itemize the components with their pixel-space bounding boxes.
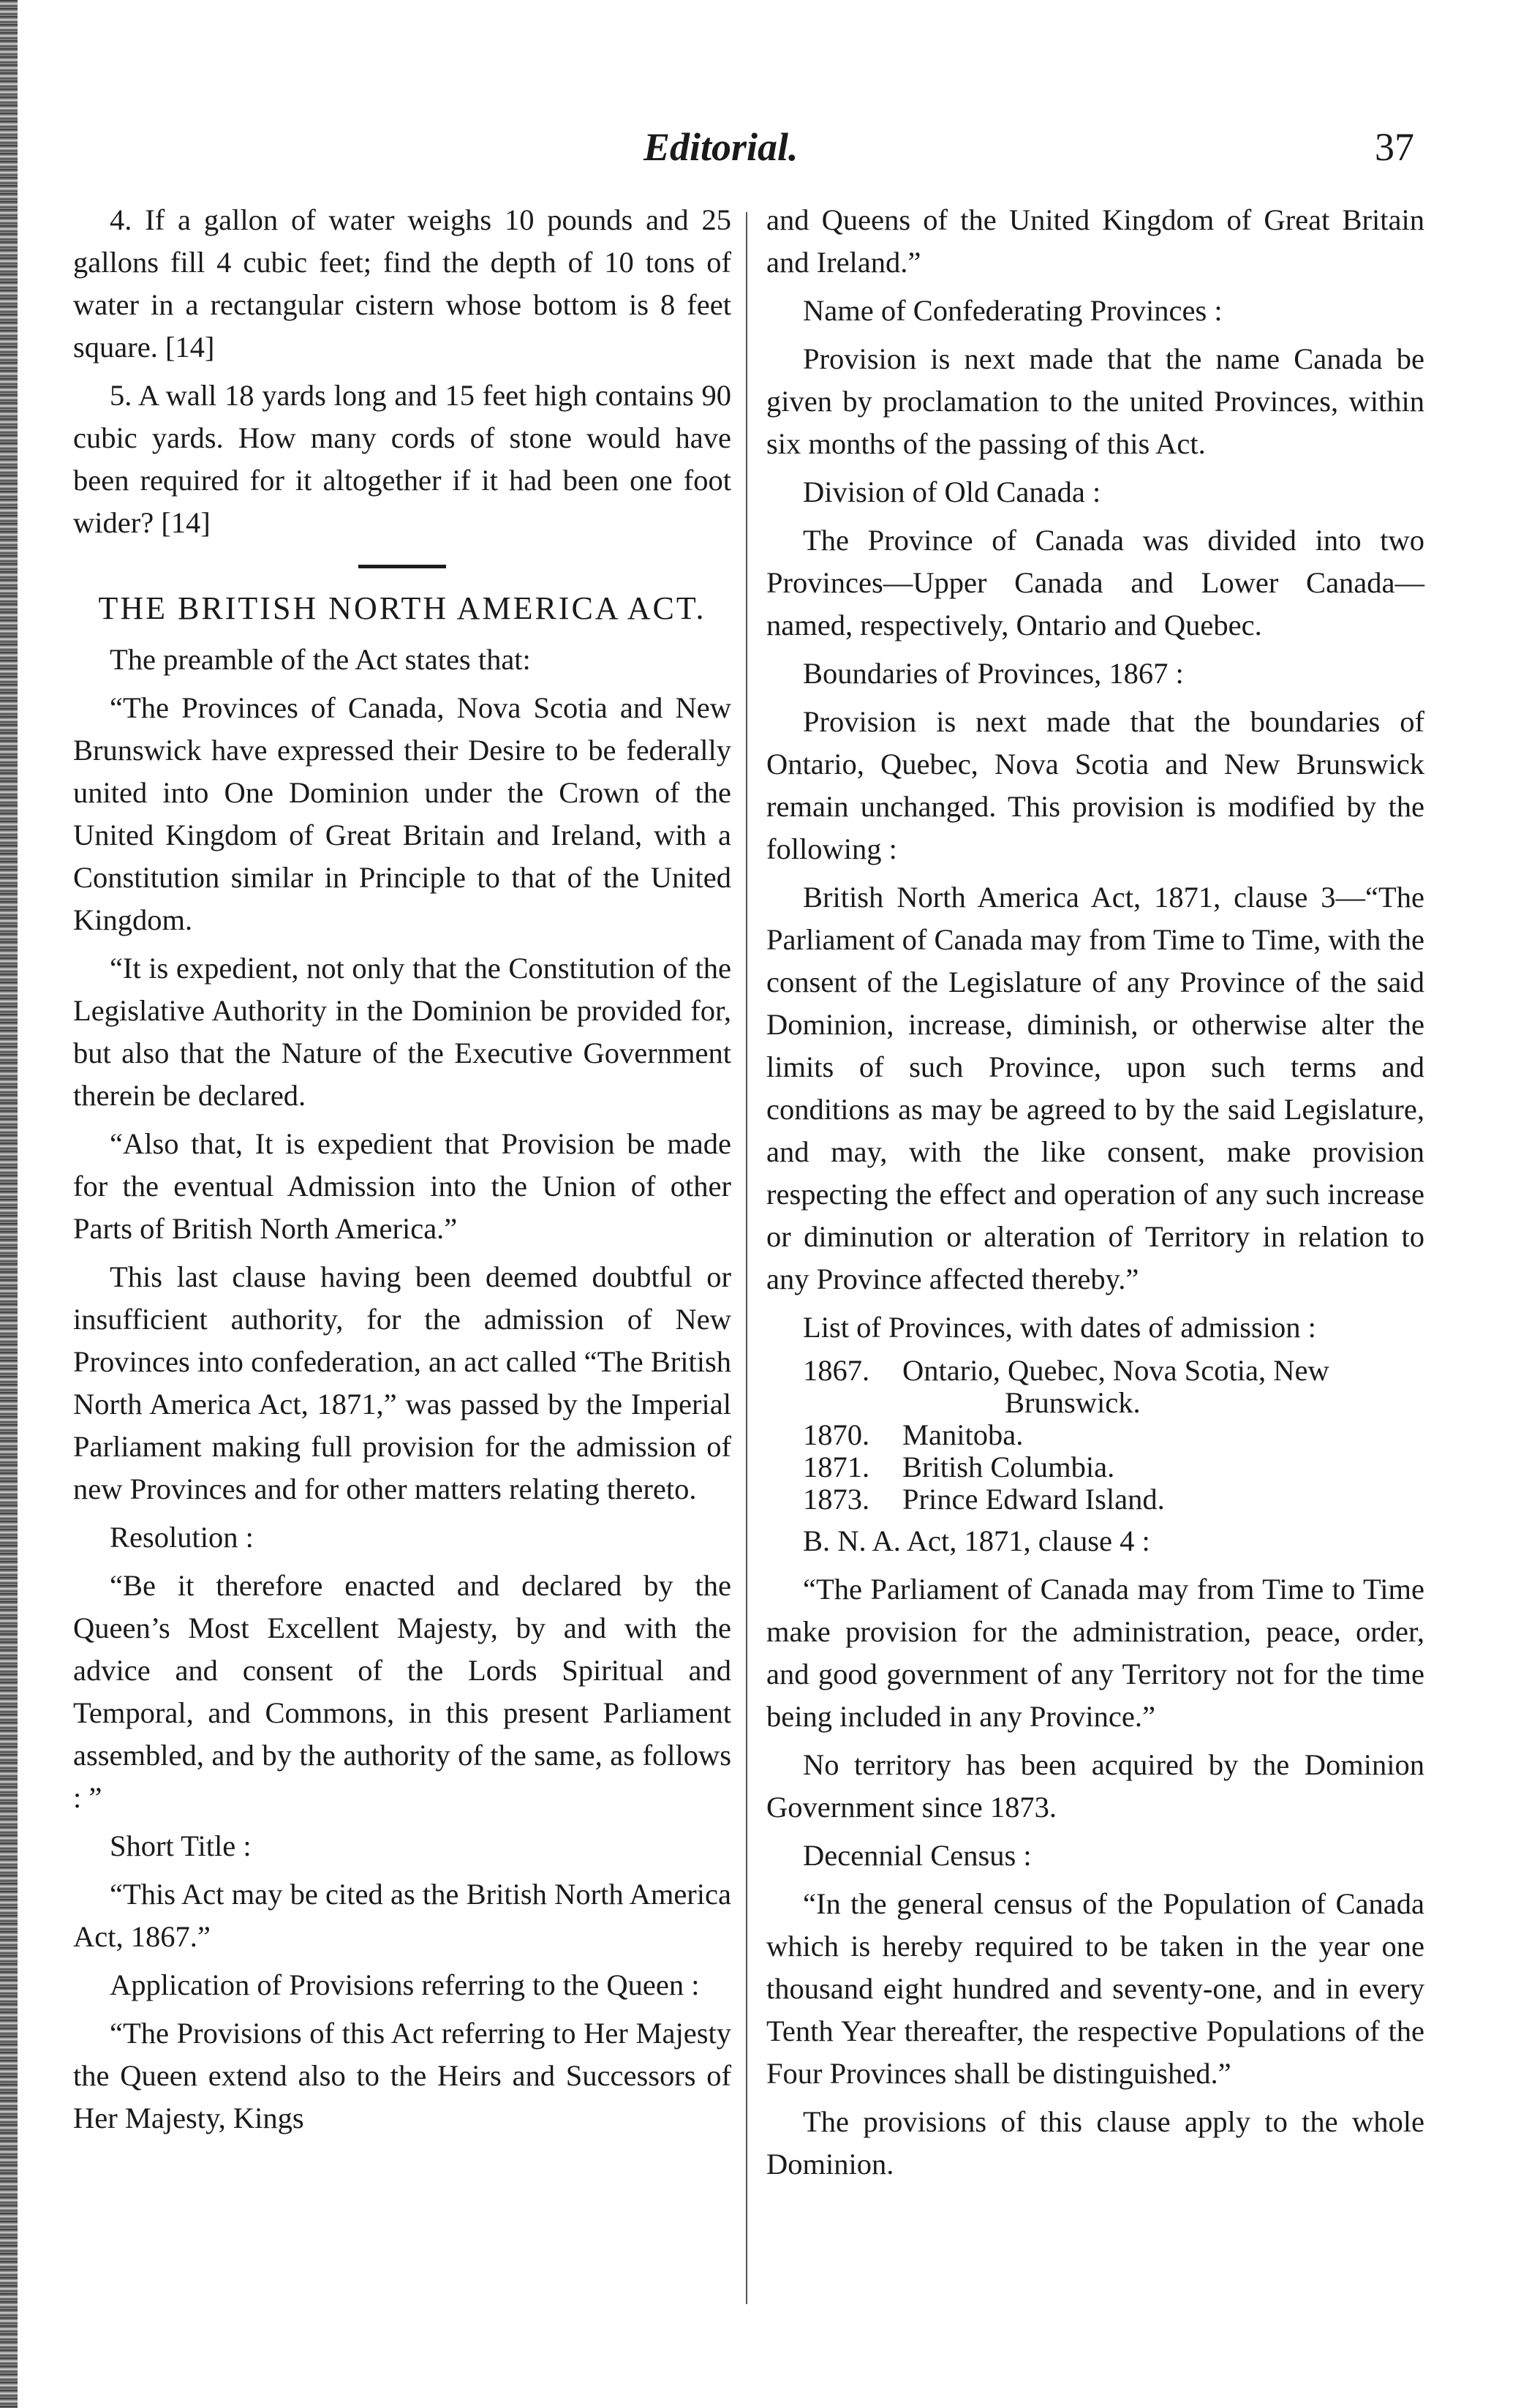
province-name: Ontario, Quebec, Nova Scotia, New xyxy=(902,1354,1329,1387)
preamble-quote-2: “It is expedient, not only that the Constitution of the Legislative Authority in the Dominion be provided for, but also that the Nature of the Executive Government therein be declared. xyxy=(73,952,731,1112)
section-rule xyxy=(358,565,446,568)
list-item xyxy=(766,1387,1424,1419)
list-item xyxy=(766,1483,1424,1516)
last-clause-paragraph: This last clause having been deemed doubtful or insufficient authority, for the admission of New Provinces into confederation, an act called “The British North America Act, 1871,” was passed by the Imperial Parliament making full provision for the admission of new Provinces and for other matters relating thereto. xyxy=(73,1260,731,1505)
column-divider xyxy=(746,212,747,2304)
province-year xyxy=(766,1387,902,1419)
province-name: Manitoba. xyxy=(902,1418,1024,1451)
boundaries-heading: Boundaries of Provinces, 1867 : xyxy=(803,657,1184,690)
list-item xyxy=(766,1419,1424,1451)
no-territory-text: No territory has been acquired by the Dominion Government since 1873. xyxy=(766,1748,1424,1824)
page-number: 37 xyxy=(1375,125,1414,169)
list-item xyxy=(766,1355,1424,1387)
problem-4: 4. If a gallon of water weighs 10 pounds and 25 gallons fill 4 cubic feet; find the depth of 10 tons of water in a rectangular cistern whose bottom is 8 feet square. [14] xyxy=(73,203,731,364)
clause-3-text: British North America Act, 1871, clause 3—“The Parliament of Canada may from Time to Time, with the consent of the Legislature of any Province of the said Dominion, increase, diminish, or otherwise alter the limits of such Province, upon such terms and conditions as may be agreed to by the said Legislature, and may, with the like consent, make provision respecting the effect and operation of any such increase or diminution or alteration of Territory in relation to any Province affected thereby.” xyxy=(766,881,1424,1295)
province-year: 1870. xyxy=(803,1418,870,1451)
province-name: Prince Edward Island. xyxy=(902,1483,1165,1516)
short-title-text: “This Act may be cited as the British North America Act, 1867.” xyxy=(73,1878,731,1953)
province-year: 1867. xyxy=(803,1354,870,1387)
page-binding-edge xyxy=(0,0,18,2408)
preamble-quote-3: “Also that, It is expedient that Provision be made for the eventual Admission into the Union of other Parts of British North America.” xyxy=(73,1127,731,1245)
clause-4-text: “The Parliament of Canada may from Time to Time make provision for the administration, peace, order, and good government of any Territory not for the time being included in any Province.” xyxy=(766,1573,1424,1733)
closing-text: The provisions of this clause apply to the whole Dominion. xyxy=(766,2105,1424,2181)
name-text: Provision is next made that the name Canada be given by proclamation to the united Provinces, within six months of the passing of this Act. xyxy=(766,342,1424,460)
preamble-intro: The preamble of the Act states that: xyxy=(110,643,531,676)
clause-4-heading: B. N. A. Act, 1871, clause 4 : xyxy=(803,1524,1150,1557)
list-item xyxy=(766,1451,1424,1483)
right-column xyxy=(766,199,1424,2191)
left-column xyxy=(73,199,731,2145)
application-heading: Application of Provisions referring to the Queen : xyxy=(110,1968,700,2001)
running-head: Editorial. xyxy=(643,125,799,169)
continuation-text: and Queens of the United Kingdom of Great Britain and Ireland.” xyxy=(766,203,1424,279)
province-year: 1871. xyxy=(803,1451,870,1483)
resolution-text: “Be it therefore enacted and declared by the Queen’s Most Excellent Majesty, by and with the advice and consent of the Lords Spiritual and Temporal, and Commons, in this present Parliament assembled, and by the authority of the same, as follows : ” xyxy=(73,1569,731,1814)
short-title-heading: Short Title : xyxy=(110,1829,252,1862)
problem-5: 5. A wall 18 yards long and 15 feet high contains 90 cubic yards. How many cords of stone would have been required for it altogether if it had been one foot wider? [14] xyxy=(73,379,731,539)
census-text: “In the general census of the Population of Canada which is hereby required to be taken in the year one thousand eight hundred and seventy-one, and in every Tenth Year thereafter, the respective Populations of the Four Provinces shall be distinguished.” xyxy=(766,1887,1424,2090)
division-text: The Province of Canada was divided into two Provinces—Upper Canada and Lower Canada—named, respectively, Ontario and Quebec. xyxy=(766,524,1424,641)
boundaries-text: Provision is next made that the boundaries of Ontario, Quebec, Nova Scotia and New Brunswick remain unchanged. This provision is modified by the following : xyxy=(766,705,1424,865)
province-year: 1873. xyxy=(803,1483,870,1516)
province-name: British Columbia. xyxy=(902,1451,1115,1483)
province-list xyxy=(766,1355,1424,1516)
list-heading: List of Provinces, with dates of admission : xyxy=(803,1311,1316,1344)
division-heading: Division of Old Canada : xyxy=(803,475,1101,508)
application-text: “The Provisions of this Act referring to Her Majesty the Queen extend also to the Heirs and Successors of Her Majesty, Kings xyxy=(73,2017,731,2134)
census-heading: Decennial Census : xyxy=(803,1839,1032,1872)
section-title: THE BRITISH NORTH AMERICA ACT. xyxy=(98,590,706,626)
province-name: Brunswick. xyxy=(1005,1386,1141,1419)
page-header xyxy=(0,124,1540,183)
name-heading: Name of Confederating Provinces : xyxy=(803,294,1223,327)
preamble-quote-1: “The Provinces of Canada, Nova Scotia and New Brunswick have expressed their Desire to be federally united into One Dominion under the Crown of the United Kingdom of Great Britain and Ireland, with a Constitution similar in Principle to that of the United Kingdom. xyxy=(73,691,731,936)
resolution-heading: Resolution : xyxy=(110,1521,254,1554)
